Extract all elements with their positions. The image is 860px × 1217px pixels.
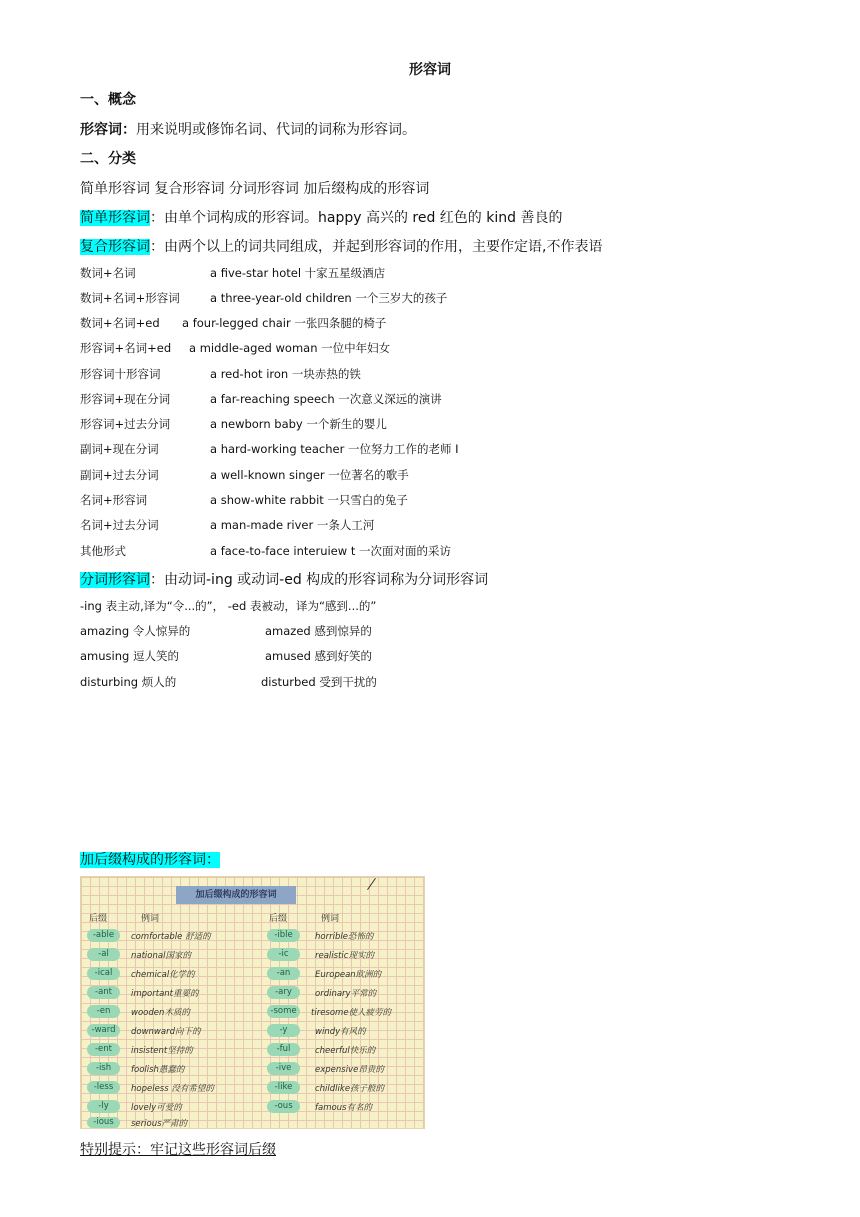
- suffix-example: ordinary平常的: [315, 989, 377, 999]
- suffix-pill: -ish: [87, 1062, 120, 1075]
- compound-example: a man-made river 一条人工河: [210, 518, 375, 532]
- concept-term: 形容词：: [80, 122, 136, 138]
- example-column-header: 例词: [141, 914, 160, 924]
- ing-adjective: amazing 令人惊异的: [80, 624, 191, 638]
- suffix-pill: -some: [267, 1005, 300, 1018]
- compound-pattern: 副词+现在分词: [80, 442, 159, 456]
- suffix-example: realistic现实的: [315, 951, 374, 961]
- suffix-pill: -y: [267, 1024, 300, 1037]
- suffix-pill: -ious: [87, 1117, 120, 1128]
- suffix-column-header: 后缀: [269, 914, 288, 924]
- compound-pattern: 数词+名词+ed: [80, 316, 160, 330]
- compound-pattern: 名词+形容词: [80, 493, 148, 507]
- suffix-pill: -ful: [267, 1043, 300, 1056]
- suffix-example: foolish愚蠢的: [131, 1065, 185, 1075]
- compound-pattern: 形容词十形容词: [80, 367, 161, 381]
- suffix-pill: -ive: [267, 1062, 300, 1075]
- suffix-pill: -an: [267, 967, 300, 980]
- compound-pattern: 名词+过去分词: [80, 518, 159, 532]
- section-heading-concept: 一、概念: [80, 92, 136, 108]
- suffix-pill: -en: [87, 1005, 120, 1018]
- concept-definition: 用来说明或修饰名词、代词的词称为形容词。: [136, 122, 416, 138]
- compound-pattern: 形容词+名词+ed: [80, 341, 172, 355]
- simple-adjective-paragraph: [80, 207, 562, 227]
- types-line: 简单形容词 复合形容词 分词形容词 加后缀构成的形容词: [80, 181, 430, 197]
- suffix-pill: -ant: [87, 986, 120, 999]
- ing-adjective: amusing 逗人笑的: [80, 649, 179, 663]
- compound-example: a hard-working teacher 一位努力工作的老师 I: [210, 442, 459, 456]
- suffix-example: hopeless 没有希望的: [131, 1084, 214, 1094]
- suffix-example: wooden木质的: [131, 1008, 190, 1018]
- compound-example: a well-known singer 一位著名的歌手: [210, 468, 409, 482]
- suffix-example: European欧洲的: [315, 970, 382, 980]
- compound-adjective-label: 复合形容词: [80, 239, 150, 255]
- ed-adjective: amused 感到好笑的: [265, 649, 373, 663]
- suffix-pill: -ward: [87, 1024, 120, 1037]
- suffix-table-image: [80, 876, 425, 1129]
- suffix-table-title: 加后缀构成的形容词: [176, 886, 296, 904]
- compound-example: a face-to-face interuiew t 一次面对面的采访: [210, 544, 451, 558]
- suffix-pill: -al: [87, 948, 120, 961]
- suffix-example: serious严肃的: [131, 1119, 188, 1129]
- suffix-example: horrible恐怖的: [315, 932, 374, 942]
- compound-pattern: 副词+过去分词: [80, 468, 159, 482]
- ed-adjective: amazed 感到惊异的: [265, 624, 372, 638]
- compound-example: a four-legged chair 一张四条腿的椅子: [182, 316, 387, 330]
- suffix-pill: -able: [87, 929, 120, 942]
- suffix-pill: -less: [87, 1081, 120, 1094]
- suffix-pill: -like: [267, 1081, 300, 1094]
- suffix-example: comfortable 舒适的: [131, 932, 211, 942]
- compound-adjective-text: ：由两个以上的词共同组成，并起到形容词的作用，主要作定语,不作表语: [150, 239, 603, 255]
- suffix-pill: -ous: [267, 1100, 300, 1113]
- suffix-adjective-heading: [80, 849, 220, 869]
- participle-adjective-label: 分词形容词: [80, 572, 150, 588]
- suffix-pill: -ic: [267, 948, 300, 961]
- ed-adjective: disturbed 受到干扰的: [261, 675, 377, 689]
- suffix-example: expensive昂贵的: [315, 1065, 384, 1075]
- participle-adjective-text: ：由动词-ing 或动词-ed 构成的形容词称为分词形容词: [150, 572, 489, 588]
- suffix-pill: -ary: [267, 986, 300, 999]
- suffix-example: national国家的: [131, 951, 191, 961]
- suffix-example: important重要的: [131, 989, 199, 999]
- simple-adjective-label: 简单形容词: [80, 210, 150, 226]
- compound-pattern: 数词+名词+形容词: [80, 291, 180, 305]
- suffix-example: insistent坚持的: [131, 1046, 193, 1056]
- participle-rule: -ing 表主动,译为“令...的”， -ed 表被动，译为“感到...的”: [80, 599, 377, 613]
- suffix-example: tiresome使人疲劳的: [311, 1008, 392, 1018]
- suffix-example: childlike孩子般的: [315, 1084, 385, 1094]
- suffix-pill: -ent: [87, 1043, 120, 1056]
- ing-adjective: disturbing 烦人的: [80, 675, 177, 689]
- compound-pattern: 其他形式: [80, 544, 126, 558]
- concept-paragraph: [80, 119, 416, 139]
- suffix-note: 特别提示：牢记这些形容词后缀: [80, 1142, 276, 1158]
- compound-example: a five-star hotel 十家五星级酒店: [210, 266, 386, 280]
- example-column-header: 例词: [321, 914, 340, 924]
- compound-pattern: 数词+名词: [80, 266, 136, 280]
- suffix-example: cheerful快乐的: [315, 1046, 376, 1056]
- compound-example: a newborn baby 一个新生的婴儿: [210, 417, 387, 431]
- section-heading-types: 二、分类: [80, 151, 136, 167]
- suffix-example: famous有名的: [315, 1103, 372, 1113]
- compound-pattern: 形容词+过去分词: [80, 417, 171, 431]
- suffix-example: windy有风的: [315, 1027, 366, 1037]
- pencil-mark: [367, 878, 376, 890]
- suffix-pill: -ible: [267, 929, 300, 942]
- compound-example: a red-hot iron 一块赤热的铁: [210, 367, 361, 381]
- suffix-pill: -ical: [87, 967, 120, 980]
- compound-example: a far-reaching speech 一次意义深远的演讲: [210, 392, 442, 406]
- suffix-example: downward向下的: [131, 1027, 201, 1037]
- page-title: 形容词: [409, 62, 451, 78]
- compound-example: a middle-aged woman 一位中年妇女: [189, 341, 391, 355]
- suffix-example: chemical化学的: [131, 970, 195, 980]
- suffix-pill: -ly: [87, 1100, 120, 1113]
- suffix-adjective-label: 加后缀构成的形容词：: [80, 852, 220, 868]
- suffix-column-header: 后缀: [89, 914, 108, 924]
- simple-adjective-text: ：由单个词构成的形容词。happy 高兴的 red 红色的 kind 善良的: [150, 210, 563, 226]
- participle-adjective-paragraph: [80, 569, 488, 589]
- compound-example: a three-year-old children 一个三岁大的孩子: [210, 291, 448, 305]
- compound-pattern: 形容词+现在分词: [80, 392, 171, 406]
- suffix-example: lovely可爱的: [131, 1103, 182, 1113]
- compound-adjective-paragraph: [80, 236, 602, 256]
- compound-example: a show-white rabbit 一只雪白的兔子: [210, 493, 408, 507]
